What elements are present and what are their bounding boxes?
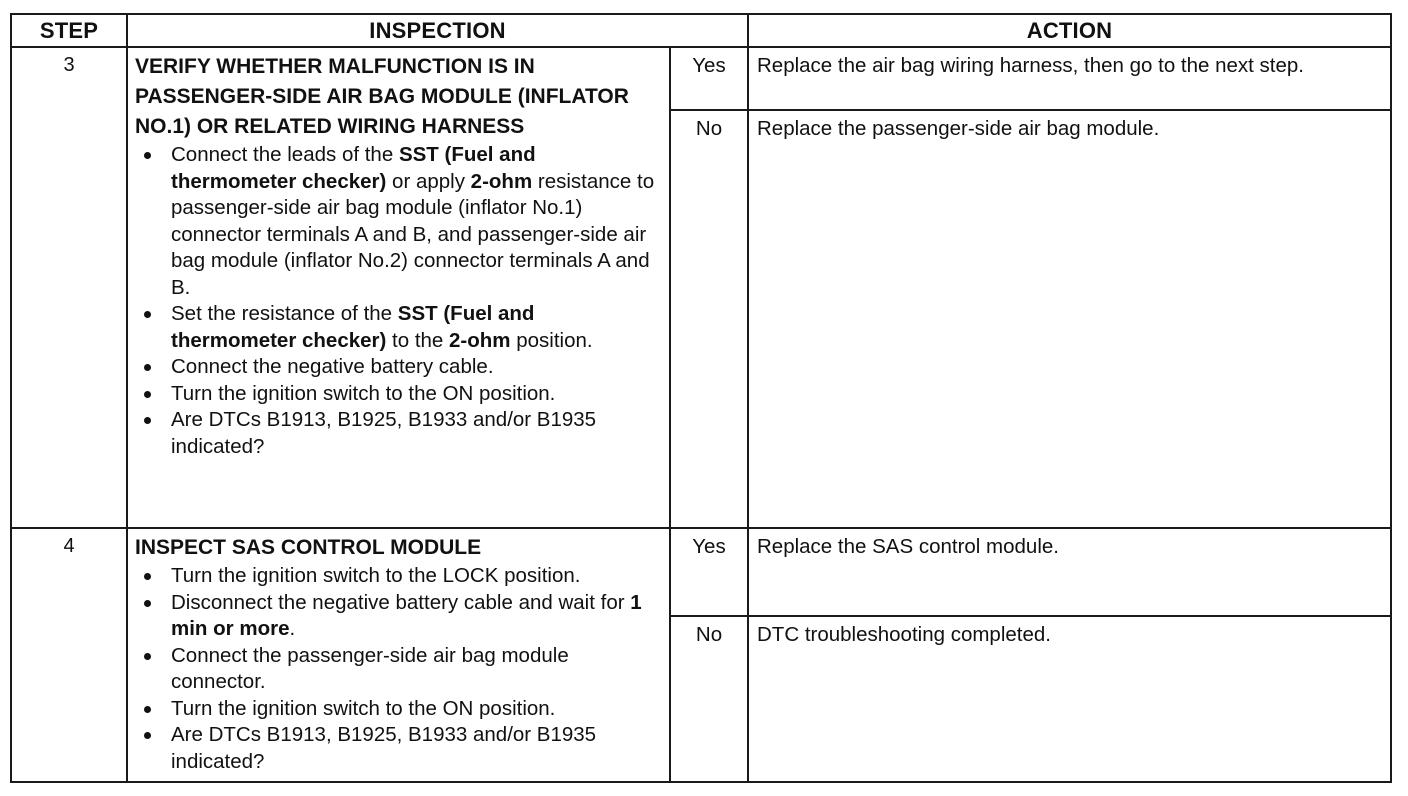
bullet-text: Turn the ignition switch to the ON position. bbox=[171, 696, 556, 720]
inspection-bullet-item bbox=[171, 381, 663, 408]
inspection-bullet-item bbox=[171, 142, 663, 301]
bullet-text: to the bbox=[386, 328, 450, 352]
bullet-text: Disconnect the negative battery cable and wait for bbox=[171, 590, 631, 614]
bold-text: SST (Fuel and thermometer checker) bbox=[171, 302, 535, 352]
yes-action: Replace the SAS control module. bbox=[748, 528, 1391, 616]
inspection-bullet-item bbox=[171, 407, 663, 460]
inspection-title: VERIFY WHETHER MALFUNCTION IS IN PASSENGER-SIDE AIR BAG MODULE (INFLATOR NO.1) OR RELATED WIRING HARNESS bbox=[135, 55, 629, 138]
bullet-text: position. bbox=[510, 328, 593, 352]
no-label: No bbox=[670, 110, 748, 528]
inspection-bullet-item bbox=[171, 590, 663, 643]
bullet-text: Connect the passenger-side air bag module connector. bbox=[171, 643, 569, 693]
bullet-text: Connect the negative battery cable. bbox=[171, 355, 494, 378]
bold-text: 2-ohm bbox=[449, 328, 511, 352]
step-4-yes-row bbox=[11, 528, 1391, 616]
step-number: 4 bbox=[11, 528, 127, 782]
inspection-cell bbox=[127, 528, 670, 782]
bold-text: 1 min or more bbox=[171, 590, 642, 640]
bold-text: 2-ohm bbox=[470, 169, 533, 193]
bullet-text: Connect the leads of the bbox=[171, 143, 399, 166]
inspection-bullet-item bbox=[171, 563, 663, 590]
inspection-bullet-item bbox=[171, 354, 663, 381]
yes-label: Yes bbox=[670, 528, 748, 616]
bullet-text: . bbox=[289, 617, 296, 640]
bullet-text: Turn the ignition switch to the LOCK position. bbox=[171, 564, 581, 587]
step-number: 3 bbox=[11, 47, 127, 528]
bullet-text: Set the resistance of the bbox=[171, 302, 398, 325]
bullet-text: or apply bbox=[386, 169, 471, 193]
yes-action: Replace the air bag wiring harness, then go to the next step. bbox=[748, 47, 1391, 110]
no-label: No bbox=[670, 616, 748, 782]
bold-text: SST (Fuel and thermometer checker) bbox=[171, 143, 536, 193]
bullet-text: Are DTCs B1913, B1925, B1933 and/or B1935 indicated? bbox=[171, 723, 597, 773]
header-row bbox=[11, 14, 1391, 47]
inspection-title: INSPECT SAS CONTROL MODULE bbox=[135, 536, 482, 559]
no-action: Replace the passenger-side air bag module. bbox=[748, 110, 1391, 528]
troubleshooting-sheet bbox=[10, 13, 1390, 783]
inspection-bullet-item bbox=[171, 643, 663, 696]
inspection-bullet-item bbox=[171, 722, 663, 775]
inspection-bullets bbox=[135, 142, 663, 460]
bullet-text: Are DTCs B1913, B1925, B1933 and/or B1935 indicated? bbox=[171, 408, 597, 458]
inspection-bullets bbox=[135, 563, 663, 775]
bullet-text: Turn the ignition switch to the ON position. bbox=[171, 381, 556, 405]
bullet-text: resistance to passenger-side air bag module (inflator No.1) connector terminals A and B, and passenger-side air bag module (inflator No.2) connector terminals A and B. bbox=[171, 169, 655, 299]
inspection-bullet-item bbox=[171, 696, 663, 723]
procedure-table bbox=[10, 13, 1392, 783]
no-action: DTC troubleshooting completed. bbox=[748, 616, 1391, 782]
step-header: STEP bbox=[11, 14, 127, 47]
yes-label: Yes bbox=[670, 47, 748, 110]
inspection-bullet-item bbox=[171, 301, 663, 354]
inspection-header: INSPECTION bbox=[127, 14, 748, 47]
inspection-cell bbox=[127, 47, 670, 528]
step-3-yes-row bbox=[11, 47, 1391, 110]
action-header: ACTION bbox=[748, 14, 1391, 47]
